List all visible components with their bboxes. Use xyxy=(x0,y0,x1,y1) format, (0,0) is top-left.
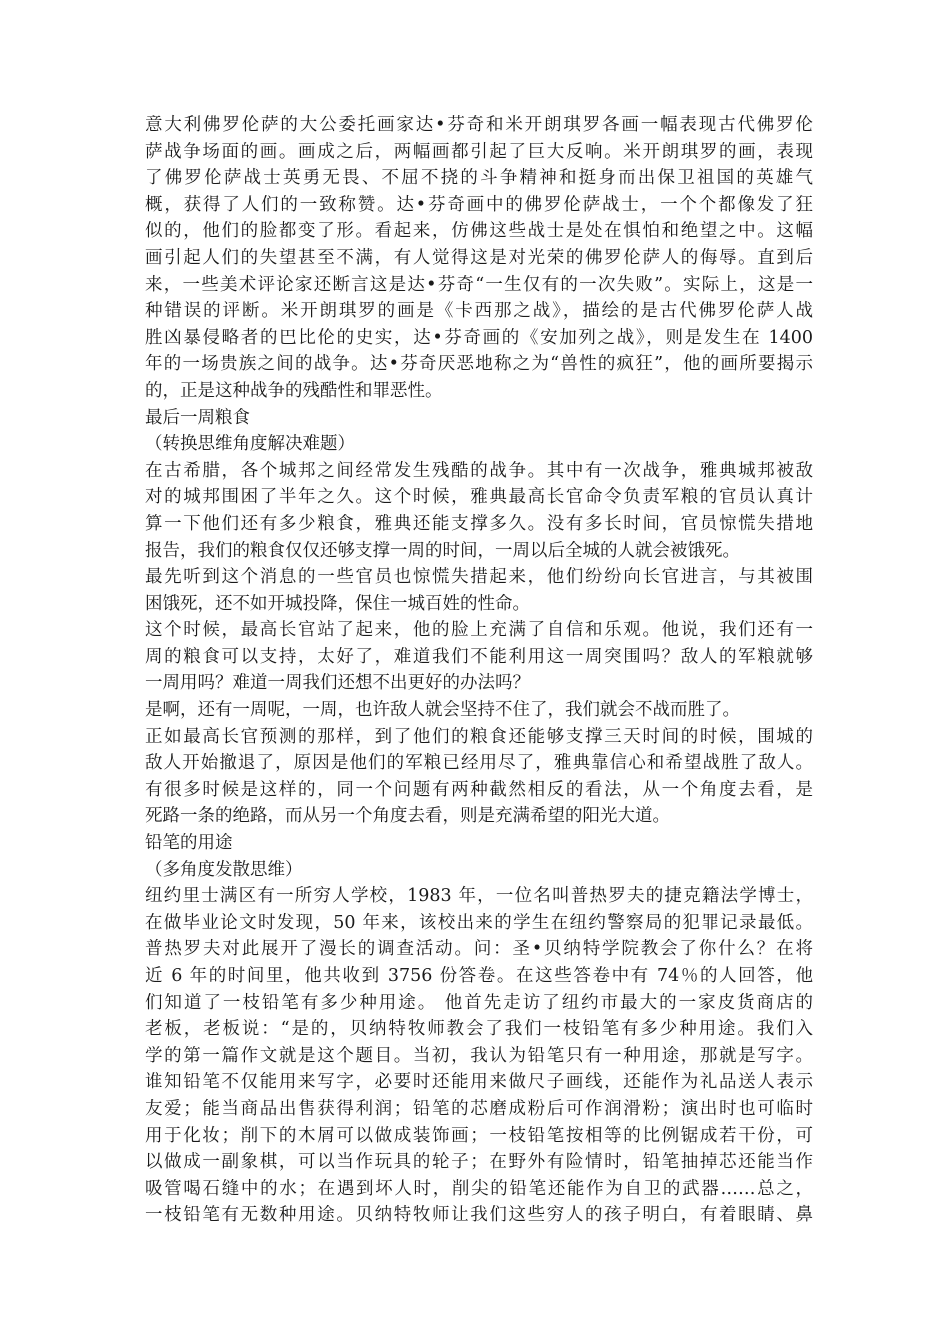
text-line: 胜凶暴侵略者的巴比伦的史实，达•芬奇画的《安加列之战》，则是发生在 1400 xyxy=(145,327,813,348)
text-line: 在做毕业论文时发现，50 年来，该校出来的学生在纽约警察局的犯罪记录最低。 xyxy=(145,912,813,933)
text-line: 敌人开始撤退了，原因是他们的军粮已经用尽了，雅典靠信心和希望战胜了敌人。 xyxy=(145,753,813,774)
text-line: 困饿死，还不如开城投降，保住一城百姓的性命。 xyxy=(145,593,530,614)
text-line: 最先听到这个消息的一些官员也惊慌失措起来，他们纷纷向长官进言，与其被围 xyxy=(145,567,813,588)
text-line: 死路一条的绝路，而从另一个角度去看，则是充满希望的阳光大道。 xyxy=(145,806,670,827)
text-line: 最后一周粮食 xyxy=(145,407,250,428)
text-line: 一枝铅笔有无数种用途。贝纳特牧师让我们这些穷人的孩子明白，有着眼睛、鼻 xyxy=(145,1205,813,1226)
text-line: 画引起人们的失望甚至不满，有人觉得这是对光荣的佛罗伦萨人的侮辱。直到后 xyxy=(145,247,813,268)
text-line: 对的城邦围困了半年之久。这个时候，雅典最高长官命令负责军粮的官员认真计 xyxy=(145,487,813,508)
text-line: 来，一些美术评论家还断言这是达•芬奇“一生仅有的一次失败”。实际上，这是一 xyxy=(145,274,813,295)
text-line: 用于化妆；削下的木屑可以做成装饰画；一枝铅笔按相等的比例锯成若干份，可 xyxy=(145,1125,813,1146)
text-line: 正如最高长官预测的那样，到了他们的粮食还能够支撑三天时间的时候，围城的 xyxy=(145,726,813,747)
text-line: 周的粮食可以支持，太好了，难道我们不能利用这一周突围吗？敌人的军粮就够 xyxy=(145,646,813,667)
text-line: 种错误的评断。米开朗琪罗的画是《卡西那之战》，描绘的是古代佛罗伦萨人战 xyxy=(145,301,813,322)
text-line: 友爱；能当商品出售获得利润；铅笔的芯磨成粉后可作润滑粉；演出时也可临时 xyxy=(145,1098,813,1119)
text-line: 谁知铅笔不仅能用来写字，必要时还能用来做尺子画线，还能作为礼品送人表示 xyxy=(145,1072,813,1093)
text-line: 老板，老板说：“是的，贝纳特牧师教会了我们一枝铅笔有多少种用途。我们入 xyxy=(145,1019,813,1040)
document-page xyxy=(145,112,813,1229)
text-line: 铅笔的用途 xyxy=(145,833,233,854)
text-line: 近 6 年的时间里，他共收到 3756 份答卷。在这些答卷中有 74％的人回答，他 xyxy=(145,966,813,986)
text-line: （多角度发散思维） xyxy=(145,859,303,880)
text-line: 有很多时候是这样的，同一个问题有两种截然相反的看法，从一个角度去看，是 xyxy=(145,779,813,800)
text-line: 以做成一副象棋，可以当作玩具的轮子；在野外有险情时，铅笔抽掉芯还能当作 xyxy=(145,1152,813,1173)
text-line: 吸管喝石缝中的水；在遇到坏人时，削尖的铅笔还能作为自卫的武器……总之， xyxy=(145,1178,813,1199)
text-line: 似的，他们的脸都变了形。看起来，仿佛这些战士是处在惧怕和绝望之中。这幅 xyxy=(145,221,813,242)
text-line: 一周用吗？难道一周我们还想不出更好的办法吗？ xyxy=(145,673,530,694)
text-line: 纽约里士满区有一所穷人学校，1983 年，一位名叫普热罗夫的捷克籍法学博士， xyxy=(145,886,813,907)
document-body xyxy=(145,112,813,1229)
text-line: 普热罗夫对此展开了漫长的调查活动。问：圣•贝纳特学院教会了你什么？在将 xyxy=(145,939,813,960)
text-line: 是啊，还有一周呢，一周，也许敌人就会坚持不住了，我们就会不战而胜了。 xyxy=(145,700,740,721)
text-line: 的，正是这种战争的残酷性和罪恶性。 xyxy=(145,380,443,401)
text-line: 在古希腊，各个城邦之间经常发生残酷的战争。其中有一次战争，雅典城邦被敌 xyxy=(145,460,813,481)
text-line: 概，获得了人们的一致称赞。达•芬奇画中的佛罗伦萨战士，一个个都像发了狂 xyxy=(145,194,813,215)
text-line: 学的第一篇作文就是这个题目。当初，我认为铅笔只有一种用途，那就是写字。 xyxy=(145,1045,813,1066)
text-line: 意大利佛罗伦萨的大公委托画家达•芬奇和米开朗琪罗各画一幅表现古代佛罗伦 xyxy=(145,115,813,135)
text-line: 们知道了一枝铅笔有多少种用途。 他首先走访了纽约市最大的一家皮货商店的 xyxy=(145,992,813,1013)
text-line: 报告，我们的粮食仅仅还够支撑一周的时间，一周以后全城的人就会被饿死。 xyxy=(145,540,740,561)
text-line: （转换思维角度解决难题） xyxy=(145,434,355,455)
text-line: 年的一场贵族之间的战争。达•芬奇厌恶地称之为“兽性的疯狂”，他的画所要揭示 xyxy=(145,354,813,375)
text-line: 这个时候，最高长官站了起来，他的脸上充满了自信和乐观。他说，我们还有一 xyxy=(145,620,813,641)
text-line: 算一下他们还有多少粮食，雅典还能支撑多久。没有多长时间，官员惊慌失措地 xyxy=(145,513,813,534)
text-line: 了佛罗伦萨战士英勇无畏、不屈不挠的斗争精神和挺身而出保卫祖国的英雄气 xyxy=(145,168,813,189)
text-line: 萨战争场面的画。画成之后，两幅画都引起了巨大反响。米开朗琪罗的画，表现 xyxy=(145,141,813,162)
